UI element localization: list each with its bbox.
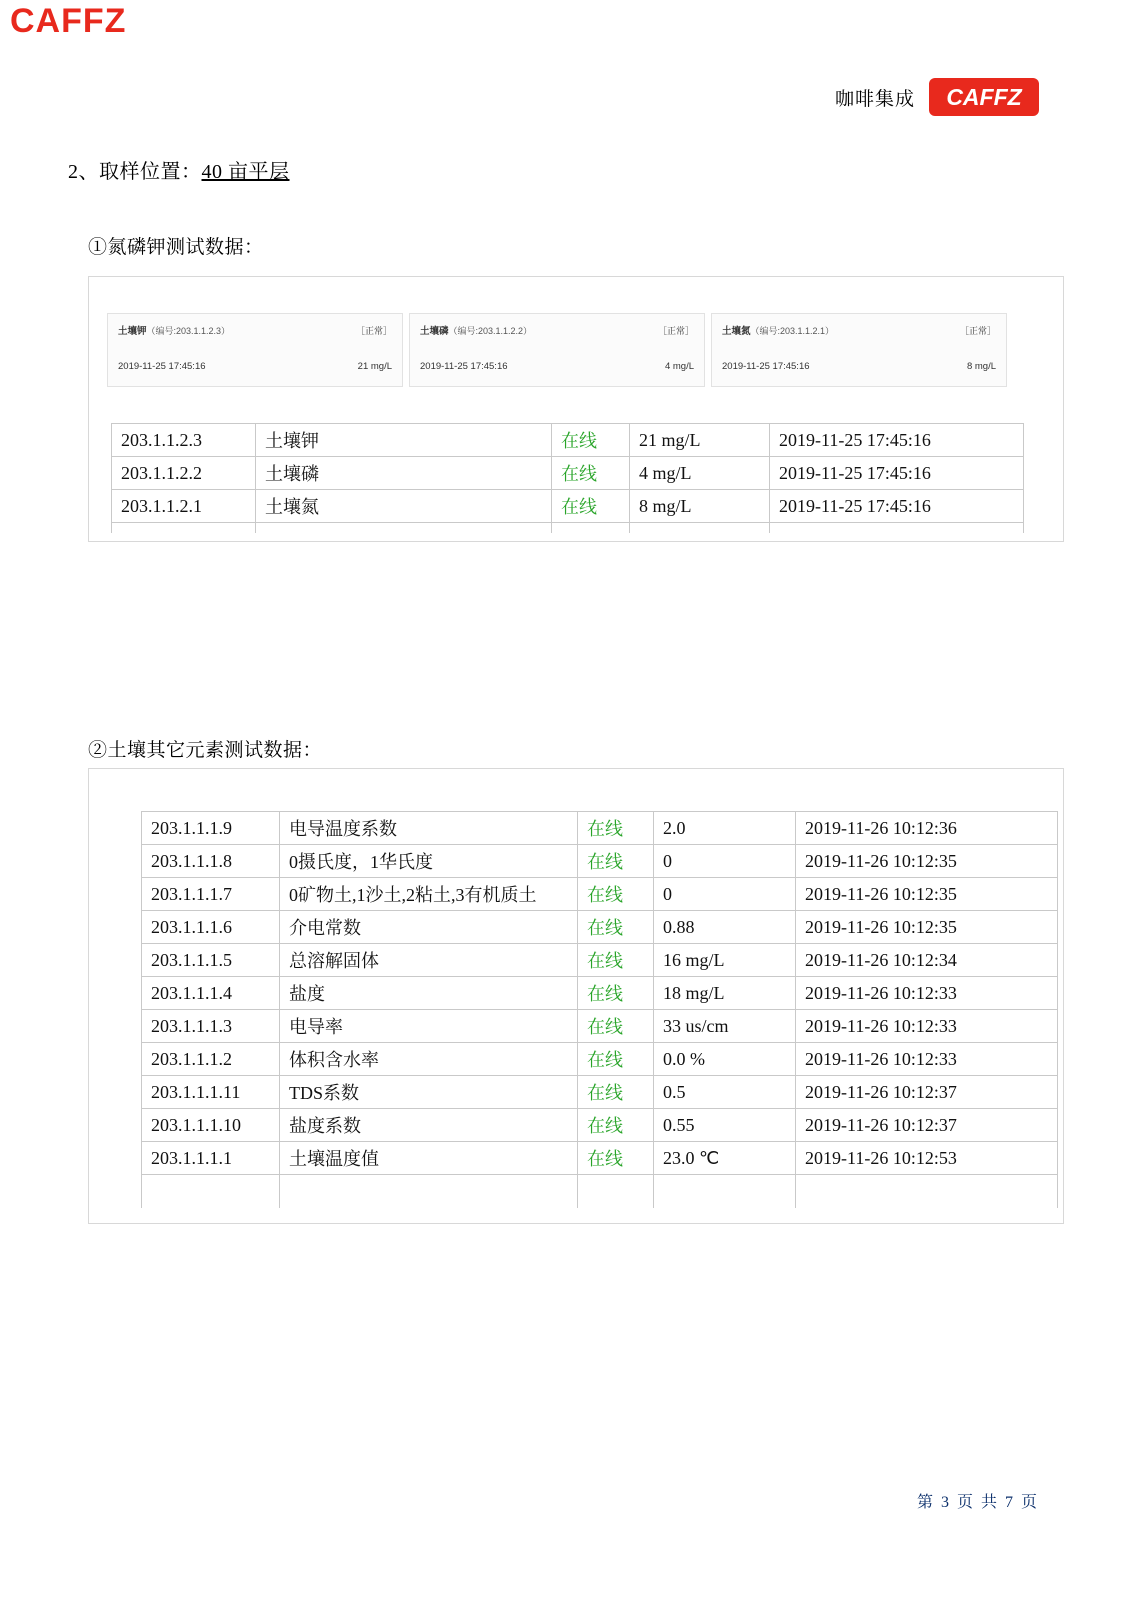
table-row[interactable]: [142, 845, 1058, 878]
cell-value: [654, 1175, 796, 1208]
subsection-title-npk: ①氮磷钾测试数据：: [88, 237, 264, 258]
cell-status: 在线: [578, 944, 654, 977]
sensor-card-value: 21 mg/L: [357, 361, 392, 372]
sensor-card-status: ［正常］: [959, 326, 996, 336]
table-row[interactable]: [112, 490, 1024, 523]
cell-status: 在线: [578, 1109, 654, 1142]
sensor-card-header: [118, 323, 392, 337]
cell-name: 土壤钾: [256, 424, 552, 457]
cell-id: 203.1.1.1.4: [142, 977, 280, 1010]
sensor-card-value: 8 mg/L: [966, 361, 996, 372]
cell-time: 2019-11-26 10:12:35: [796, 911, 1058, 944]
cell-value: 18 mg/L: [654, 977, 796, 1010]
cell-status: 在线: [578, 812, 654, 845]
cell-time: 2019-11-25 17:45:16: [770, 490, 1024, 523]
cell-value: 16 mg/L: [654, 944, 796, 977]
cell-time: 2019-11-26 10:12:37: [796, 1109, 1058, 1142]
cell-name: [256, 523, 552, 533]
cell-value: 0.88: [654, 911, 796, 944]
cell-status: 在线: [578, 1010, 654, 1043]
cell-id: 203.1.1.2.2: [112, 457, 256, 490]
cell-name: 介电常数: [280, 911, 578, 944]
sampling-location-value: 40 亩平层: [201, 161, 290, 183]
cell-status: [578, 1175, 654, 1208]
cell-time: 2019-11-26 10:12:37: [796, 1076, 1058, 1109]
cell-time: [770, 523, 1024, 533]
cell-id: 203.1.1.1.7: [142, 878, 280, 911]
cell-time: 2019-11-26 10:12:34: [796, 944, 1058, 977]
brand-logo-text: CAFFZ: [946, 83, 1022, 110]
cell-id: [112, 523, 256, 533]
cell-value: 0: [654, 845, 796, 878]
cell-id: [142, 1175, 280, 1208]
cell-time: 2019-11-26 10:12:35: [796, 845, 1058, 878]
sensor-card-time: 2019-11-25 17:45:16: [420, 361, 508, 372]
cell-time: 2019-11-26 10:12:33: [796, 1043, 1058, 1076]
cell-status: 在线: [578, 878, 654, 911]
cell-time: 2019-11-26 10:12:33: [796, 977, 1058, 1010]
cell-time: 2019-11-26 10:12:33: [796, 1010, 1058, 1043]
page-footer: 第 3 页 共 7 页: [916, 1494, 1039, 1511]
sensor-card-body: [722, 361, 996, 372]
cell-status: 在线: [552, 424, 630, 457]
watermark-logo: CAFFZ: [10, 2, 127, 40]
table-row[interactable]: [142, 1109, 1058, 1142]
npk-screenshot: [88, 276, 1064, 542]
cell-time: 2019-11-26 10:12:53: [796, 1142, 1058, 1175]
table-row[interactable]: [142, 1043, 1058, 1076]
cell-value: 2.0: [654, 812, 796, 845]
other-elements-data-table: [141, 811, 1058, 1208]
cell-name: [280, 1175, 578, 1208]
cell-status: 在线: [578, 977, 654, 1010]
cell-status: 在线: [578, 911, 654, 944]
table-row[interactable]: [142, 812, 1058, 845]
cell-time: 2019-11-26 10:12:36: [796, 812, 1058, 845]
cell-value: 33 us/cm: [654, 1010, 796, 1043]
cell-status: 在线: [552, 457, 630, 490]
cell-status: 在线: [578, 845, 654, 878]
cell-name: 土壤磷: [256, 457, 552, 490]
cell-name: 体积含水率: [280, 1043, 578, 1076]
cell-status: 在线: [552, 490, 630, 523]
cell-name: 土壤温度值: [280, 1142, 578, 1175]
cell-status: [552, 523, 630, 533]
sensor-card-body: [420, 361, 694, 372]
sensor-card-status: ［正常］: [657, 326, 694, 336]
cell-time: 2019-11-25 17:45:16: [770, 424, 1024, 457]
sensor-card-title: 土壤磷（编号:203.1.1.2.2）: [420, 326, 533, 337]
cell-id: 203.1.1.1.2: [142, 1043, 280, 1076]
cell-status: 在线: [578, 1043, 654, 1076]
cell-name: 盐度系数: [280, 1109, 578, 1142]
cell-name: 电导温度系数: [280, 812, 578, 845]
sensor-card[interactable]: [107, 313, 403, 387]
cell-name: 0摄氏度，1华氏度: [280, 845, 578, 878]
cell-id: 203.1.1.1.1: [142, 1142, 280, 1175]
sensor-card-value: 4 mg/L: [664, 361, 694, 372]
cell-value: 23.0 ℃: [654, 1142, 796, 1175]
cell-time: 2019-11-25 17:45:16: [770, 457, 1024, 490]
cell-name: 电导率: [280, 1010, 578, 1043]
cell-id: 203.1.1.2.3: [112, 424, 256, 457]
cell-value: 4 mg/L: [630, 457, 770, 490]
table-row[interactable]: [142, 1076, 1058, 1109]
other-elements-screenshot: [88, 768, 1064, 1224]
sensor-card-title: 土壤钾（编号:203.1.1.2.3）: [118, 326, 231, 337]
table-row[interactable]: [142, 1010, 1058, 1043]
cell-id: 203.1.1.1.10: [142, 1109, 280, 1142]
cell-value: 0.0 %: [654, 1043, 796, 1076]
cell-name: 总溶解固体: [280, 944, 578, 977]
document-header: [835, 78, 1039, 116]
table-row[interactable]: [142, 1142, 1058, 1175]
cell-id: 203.1.1.1.3: [142, 1010, 280, 1043]
sensor-card[interactable]: [711, 313, 1007, 387]
cell-name: 盐度: [280, 977, 578, 1010]
cell-value: 21 mg/L: [630, 424, 770, 457]
sampling-location-line: [68, 155, 290, 184]
cell-id: 203.1.1.1.11: [142, 1076, 280, 1109]
cell-value: 0: [654, 878, 796, 911]
sensor-card-time: 2019-11-25 17:45:16: [722, 361, 810, 372]
cell-status: 在线: [578, 1076, 654, 1109]
sensor-card-header: [722, 323, 996, 337]
sensor-card-body: [118, 361, 392, 372]
table-row[interactable]: [142, 911, 1058, 944]
brand-logo: [929, 78, 1039, 116]
cell-id: 203.1.1.2.1: [112, 490, 256, 523]
cell-time: [796, 1175, 1058, 1208]
cell-value: 0.55: [654, 1109, 796, 1142]
header-title: 咖啡集成: [834, 88, 915, 110]
table-row[interactable]: [142, 977, 1058, 1010]
cell-name: 土壤氮: [256, 490, 552, 523]
sensor-card-header: [420, 323, 694, 337]
cell-time: 2019-11-26 10:12:35: [796, 878, 1058, 911]
cell-name: TDS系数: [280, 1076, 578, 1109]
table-row[interactable]: [142, 878, 1058, 911]
npk-data-table: [111, 423, 1024, 533]
npk-card-row: [107, 313, 1007, 387]
table-row[interactable]: [142, 944, 1058, 977]
cell-value: [630, 523, 770, 533]
sensor-card-time: 2019-11-25 17:45:16: [118, 361, 206, 372]
table-row[interactable]: [112, 457, 1024, 490]
cell-value: 0.5: [654, 1076, 796, 1109]
sensor-card-status: ［正常］: [355, 326, 392, 336]
sensor-card-title: 土壤氮（编号:203.1.1.2.1）: [722, 326, 835, 337]
cell-id: 203.1.1.1.6: [142, 911, 280, 944]
cell-id: 203.1.1.1.9: [142, 812, 280, 845]
cell-status: 在线: [578, 1142, 654, 1175]
cell-value: 8 mg/L: [630, 490, 770, 523]
table-row-partial: [142, 1175, 1058, 1208]
cell-id: 203.1.1.1.5: [142, 944, 280, 977]
cell-id: 203.1.1.1.8: [142, 845, 280, 878]
table-row[interactable]: [112, 424, 1024, 457]
table-row-partial: [112, 523, 1024, 533]
sampling-location-label: 2、取样位置：: [68, 161, 202, 183]
sensor-card[interactable]: [409, 313, 705, 387]
cell-name: 0矿物土,1沙土,2粘土,3有机质土: [280, 878, 578, 911]
subsection-title-other: ②土壤其它元素测试数据：: [88, 740, 323, 761]
